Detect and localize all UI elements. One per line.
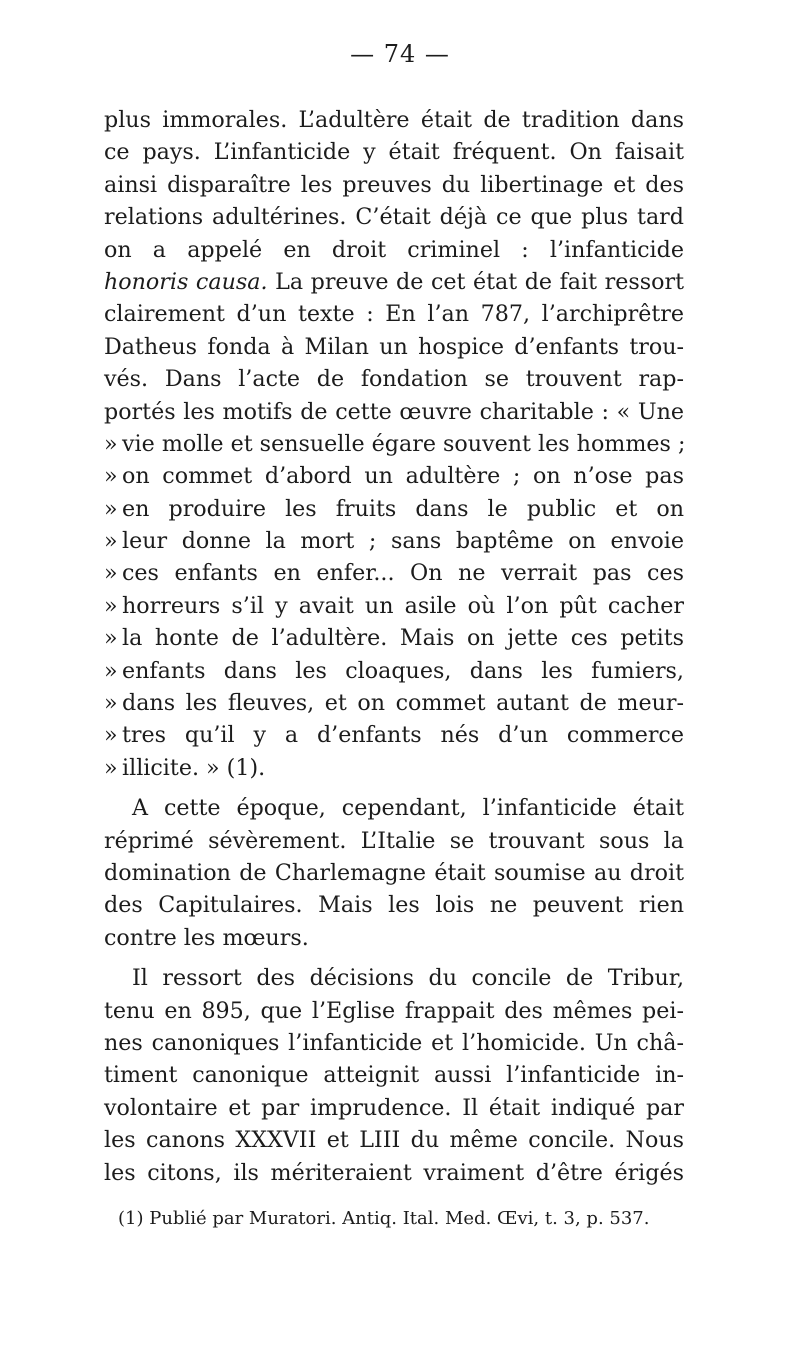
text-line: nes canoniques l’infanticide et l’homicide. Un châ-: [104, 1029, 684, 1056]
quoted-text: ces enfants en enfer... On ne verrait pas ces: [122, 560, 684, 587]
quoted-text: enfants dans les cloaques, dans les fumiers,: [122, 657, 684, 684]
quoted-line: [104, 655, 684, 687]
quote-mark: »: [104, 430, 118, 457]
footnote: (1) Publié par Muratori. Antiq. Ital. Med. Œvi, t. 3, p. 537.: [118, 1208, 650, 1229]
quote-mark: »: [104, 495, 118, 522]
quoted-line: [104, 460, 684, 492]
text-line: domination de Charlemagne était soumise au droit: [104, 859, 684, 886]
text-line: réprimé sévèrement. L’Italie se trouvant sous la: [104, 827, 684, 854]
text-line: relations adultérines. C’était déjà ce que plus tard: [104, 204, 684, 231]
paragraph-gap: [104, 784, 684, 792]
quoted-text: illicite. » (1).: [122, 754, 266, 781]
quoted-line: [104, 752, 684, 784]
quote-mark: »: [104, 690, 118, 717]
text-line: vés. Dans l’acte de fondation se trouvent rap-: [104, 366, 684, 393]
quoted-line: [104, 557, 684, 589]
quote-mark: »: [104, 592, 118, 619]
page-number: — 74 —: [350, 40, 450, 68]
quoted-line: [104, 590, 684, 622]
quoted-text: on commet d’abord un adultère ; on n’ose pas: [122, 463, 684, 490]
text-line: Il ressort des décisions du concile de Tribur,: [132, 965, 684, 992]
quoted-text: vie molle et sensuelle égare souvent les hommes ;: [122, 430, 686, 457]
quote-mark: »: [104, 754, 118, 781]
text-line: ce pays. L’infanticide y était fréquent. On faisait: [104, 139, 684, 166]
text-line: A cette époque, cependant, l’infanticide était: [132, 795, 684, 822]
text-line: timent canonique atteignit aussi l’infanticide in-: [104, 1062, 684, 1089]
text-line: contre les mœurs.: [104, 924, 309, 951]
quoted-text: dans les fleuves, et on commet autant de meur-: [122, 690, 684, 717]
quote-mark: »: [104, 722, 118, 749]
text-line: tenu en 895, que l’Eglise frappait des mêmes pei-: [104, 997, 684, 1024]
quoted-line: [104, 525, 684, 557]
text-line: Datheus fonda à Milan un hospice d’enfants trou-: [104, 333, 684, 360]
text-line: les citons, ils mériteraient vraiment d’être érigés: [104, 1159, 684, 1186]
quoted-line: [104, 719, 684, 751]
quote-mark: »: [104, 657, 118, 684]
quoted-line: [104, 493, 684, 525]
text-line: ainsi disparaître les preuves du libertinage et des: [104, 171, 684, 198]
text-line-with-italic: [104, 266, 684, 298]
text-line: clairement d’un texte : En l’an 787, l’archiprêtre: [104, 301, 684, 328]
quote-mark: »: [104, 528, 118, 555]
quote-mark: »: [104, 625, 118, 652]
quoted-text: horreurs s’il y avait un asile où l’on pût cacher: [122, 592, 684, 619]
text-line: on a appelé en droit criminel : l’infanticide: [104, 236, 684, 263]
text-line: plus immorales. L’adultère était de tradition dans: [104, 107, 684, 133]
quoted-text: tres qu’il y a d’enfants nés d’un commerce: [122, 722, 684, 749]
text-line-rest: La preuve de cet état de fait ressort: [267, 268, 684, 295]
quoted-line: [104, 622, 684, 654]
text-line: les canons XXXVII et LIII du même concile. Nous: [104, 1127, 684, 1154]
quote-mark: »: [104, 560, 118, 587]
quote-mark: »: [104, 463, 118, 490]
quoted-text: leur donne la mort ; sans baptême on envoie: [122, 528, 684, 555]
paragraph-gap: [104, 954, 684, 962]
text-line: des Capitulaires. Mais les lois ne peuvent rien: [104, 892, 684, 919]
quoted-text: la honte de l’adultère. Mais on jette ces petits: [122, 625, 684, 652]
quoted-line: [104, 687, 684, 719]
text-line: portés les motifs de cette œuvre charitable : « Une: [104, 398, 684, 425]
text-line: volontaire et par imprudence. Il était indiqué par: [104, 1094, 684, 1121]
quoted-text: en produire les fruits dans le public et on: [122, 495, 684, 522]
body-text: [104, 104, 684, 1189]
italic-phrase: honoris causa.: [104, 268, 268, 295]
quoted-line: [104, 428, 684, 460]
